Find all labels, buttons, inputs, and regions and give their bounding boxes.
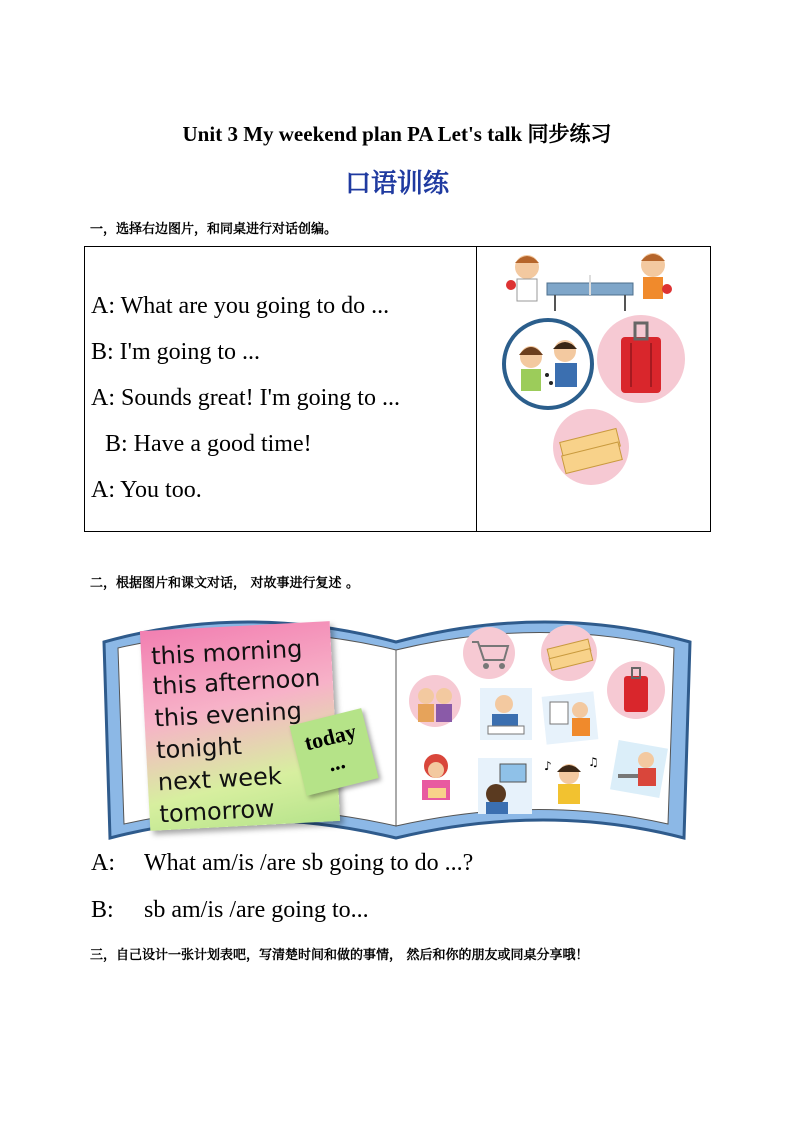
svg-text:♫: ♫: [588, 755, 599, 769]
tickets-picture: [551, 407, 631, 487]
section3-instruction: 三，自己设计一张计划表吧，写清楚时间和做的事情， 然后和你的朋友或同桌分享哦！: [90, 948, 589, 963]
storybook-illustration: [96, 612, 698, 848]
time-word: this morning: [150, 634, 304, 671]
shopping-cart-picture: [462, 626, 516, 680]
dialogue-line: B: Have a good time!: [105, 431, 312, 457]
drawing-boy-picture: [540, 690, 600, 746]
pattern-b: sb am/is /are going to...: [144, 897, 369, 923]
pattern-a: What am/is /are sb going to do ...?: [144, 850, 474, 876]
page-title: Unit 3 My weekend plan PA Let's talk 同步练习: [182, 122, 612, 146]
section1-instruction: 一，选择右边图片，和同桌进行对话创编。: [90, 222, 338, 237]
dialogue-line: B: I'm going to ...: [91, 339, 260, 365]
dialogue-line: A: You too.: [91, 477, 202, 503]
svg-text:♪: ♪: [544, 759, 552, 773]
time-word: this evening: [153, 696, 303, 733]
dialogue-line: A: Sounds great! I'm going to ...: [91, 385, 400, 411]
chess-picture: [501, 317, 595, 411]
boy-computer-picture: [476, 756, 534, 816]
boat-trip-picture: [608, 738, 670, 800]
tickets-picture-2: [540, 624, 598, 682]
time-word: next week: [157, 761, 283, 797]
section2-instruction: 二，根据图片和课文对话， 对故事进行复述 。: [90, 576, 360, 591]
dialogue-table: [84, 246, 711, 532]
music-girl-picture: [538, 752, 600, 814]
ping-pong-picture: [505, 249, 675, 317]
table-divider: [476, 247, 477, 531]
grandparents-picture: [408, 674, 462, 728]
dialogue-line: A: What are you going to do ...: [91, 293, 390, 319]
pattern-a-label: A:: [91, 850, 115, 876]
time-word: tonight: [155, 731, 243, 765]
today-word: today: [301, 718, 359, 756]
suitcase-picture-2: [606, 660, 666, 720]
girl-reading-picture: [410, 748, 462, 808]
time-word: this afternoon: [152, 663, 321, 701]
today-ellipsis: ...: [325, 748, 348, 777]
page-subtitle: 口语训练: [344, 169, 449, 198]
suitcase-picture: [595, 313, 687, 405]
time-word: tomorrow: [158, 794, 276, 829]
pattern-b-label: B:: [91, 897, 114, 923]
reading-boy-picture: [478, 686, 534, 742]
